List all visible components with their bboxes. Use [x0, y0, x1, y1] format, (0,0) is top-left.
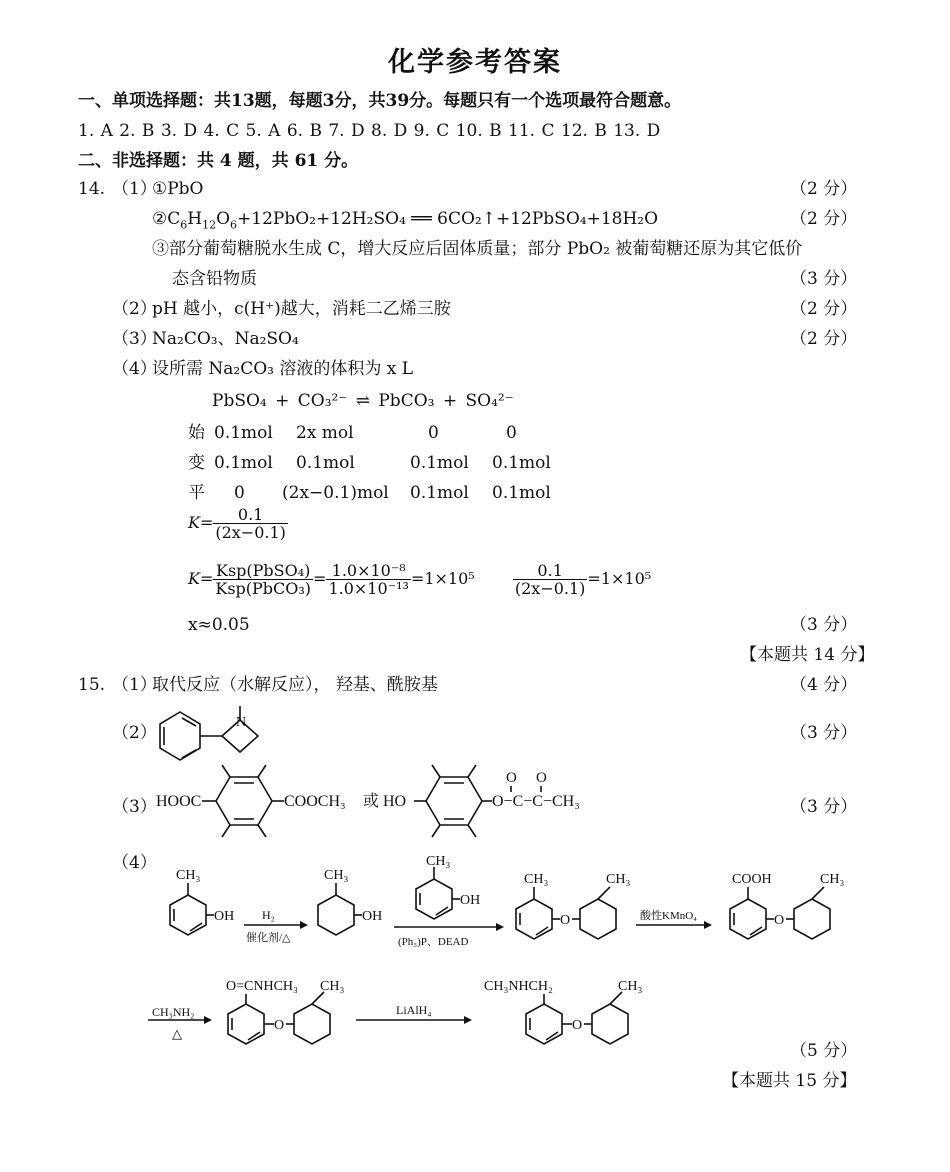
q14-p2-text: pH 越小，c(H⁺)越大，消耗二乙烯三胺 [152, 299, 451, 319]
svg-text:COOCH₃: COOCH₃ [284, 793, 346, 810]
q15-score-4: （5 分） [790, 1041, 858, 1061]
ice-row-eq-c2: (2x−0.1)mol [282, 483, 389, 503]
section-1-heading: 一、单项选择题：共13题，每题3分，共39分。每题只有一个选项最符合题意。 [78, 91, 682, 111]
q14-p2-label: （2） [112, 299, 157, 319]
svg-text:CH₃NHCH₂: CH₃NHCH₂ [484, 979, 553, 994]
ice-row-start-c4: 0 [506, 423, 517, 443]
q15-p2-structure [150, 700, 280, 770]
svg-text:△: △ [172, 1026, 182, 1041]
q15-score-2: （3 分） [790, 723, 858, 743]
svg-text:CH₃: CH₃ [320, 979, 345, 994]
k-expression-1: K= $\frac{0.1}{(2x-0.1)}$ [188, 505, 286, 542]
q15-p3-label: （3） [112, 797, 157, 817]
svg-text:酸性KMnO₄: 酸性KMnO₄ [640, 910, 698, 922]
ice-row-change-c4: 0.1mol [492, 453, 551, 473]
q15-p3-structures [150, 762, 610, 842]
q14-p1-c-line1: ③部分葡萄糖脱水生成 C，增大反应后固体质量；部分 PbO₂ 被葡萄糖还原为其它低价 [152, 239, 803, 259]
ice-row-eq-c3: 0.1mol [410, 483, 469, 503]
q14-p3-text: Na₂CO₃、Na₂SO₄ [152, 329, 299, 349]
ice-row-eq-label: 平 [188, 483, 205, 503]
ice-row-change-c3: 0.1mol [410, 453, 469, 473]
ice-row-eq-c1: 0 [234, 483, 245, 503]
svg-text:(Ph₃)P、DEAD: (Ph₃)P、DEAD [398, 936, 469, 948]
q14-score-2: （2 分） [790, 209, 858, 229]
q14-score-1: （2 分） [790, 179, 858, 199]
q15-p4-scheme-row1 [140, 855, 870, 960]
page-title: 化学参考答案 [388, 47, 562, 78]
svg-text:HOOC: HOOC [156, 793, 202, 810]
svg-text:OH: OH [460, 893, 481, 908]
q14-p1-a: ①PbO [152, 179, 204, 199]
svg-text:O−C−C−CH₃: O−C−C−CH₃ [492, 793, 580, 810]
svg-text:N: N [236, 715, 247, 730]
q14-number: 14. [78, 179, 106, 199]
q14-score-6: （3 分） [790, 615, 858, 635]
ice-row-start-c3: 0 [428, 423, 439, 443]
q15-p2-label: （2） [112, 723, 157, 743]
svg-text:CH₃: CH₃ [618, 979, 643, 994]
q15-p1-text: 取代反应（水解反应）， 羟基、酰胺基 [152, 675, 438, 695]
svg-text:CH₃: CH₃ [426, 855, 451, 869]
q14-score-5: （2 分） [790, 329, 858, 349]
q14-score-3: （3 分） [790, 269, 858, 289]
q15-score-3: （3 分） [790, 797, 858, 817]
svg-text:O: O [560, 913, 571, 928]
svg-text:OH: OH [362, 909, 383, 924]
svg-text:H₂: H₂ [262, 908, 275, 922]
ice-row-change-c2: 0.1mol [296, 453, 355, 473]
svg-text:O: O [274, 1018, 285, 1033]
q15-total: 【本题共 15 分】 [722, 1071, 857, 1091]
q14-p4-text: 设所需 Na₂CO₃ 溶液的体积为 x L [152, 359, 414, 379]
ice-row-start-c2: 2x mol [296, 423, 354, 443]
q14-p1-label: （1） [112, 179, 157, 199]
svg-text:CH₃: CH₃ [820, 872, 845, 887]
section-1-answers: 1. A 2. B 3. D 4. C 5. A 6. B 7. D 8. D 9. C 10. B 11. C 12. B 13. D [78, 121, 661, 141]
q14-x-result: x≈0.05 [188, 615, 250, 635]
q15-p4-label: （4） [112, 853, 157, 873]
svg-text:CH₃: CH₃ [606, 872, 631, 887]
svg-text:O: O [506, 770, 517, 786]
q14-p4-label: （4） [112, 359, 157, 379]
svg-text:O: O [536, 770, 547, 786]
svg-text:CH₃NH₂: CH₃NH₂ [152, 1005, 195, 1019]
svg-text:CH₃: CH₃ [324, 868, 349, 883]
q14-p1-b: $②C_6H_{12}O_6+12PbO_2+12H_2SO_4$ ══ 6CO₂↑+12PbSO₄+18H₂O [152, 209, 659, 232]
q14-p1-c-line2: 态含铅物质 [172, 269, 257, 289]
q15-score-1: （4 分） [790, 675, 858, 695]
q14-score-4: （2 分） [790, 299, 858, 319]
ice-row-start-c1: 0.1mol [214, 423, 273, 443]
svg-text:O: O [572, 1018, 583, 1033]
svg-text:O=CNHCH₃: O=CNHCH₃ [226, 979, 298, 994]
q15-p1-label: （1） [112, 675, 157, 695]
svg-text:CH₃: CH₃ [176, 868, 201, 883]
k-expression-2: K= $\frac{\text{Ksp(PbSO₄)}}{\text{Ksp(PbCO₃)}}$ = $\frac{\text{1.0×10⁻⁸}}{\text{1.0×10⁻¹³}}$ =1×10⁵ $\frac{0.1}{(2x-0.1)}$ =1×10⁵ [188, 561, 652, 598]
svg-text:催化剂/△: 催化剂/△ [246, 932, 291, 944]
ice-row-change-c1: 0.1mol [214, 453, 273, 473]
ice-row-change-label: 变 [188, 453, 205, 473]
ice-row-start-label: 始 [188, 423, 205, 443]
svg-text:或 HO: 或 HO [363, 793, 407, 810]
svg-text:CH₃: CH₃ [524, 872, 549, 887]
q14-equilibrium-equation: PbSO₄ + CO₃²⁻ ⇌ PbCO₃ + SO₄²⁻ [212, 391, 514, 411]
svg-text:O: O [774, 913, 785, 928]
q14-p3-label: （3） [112, 329, 157, 349]
svg-text:LiAlH₄: LiAlH₄ [396, 1003, 432, 1017]
q15-number: 15. [78, 675, 106, 695]
q15-p4-scheme-row2 [140, 972, 680, 1062]
q14-total: 【本题共 14 分】 [740, 645, 875, 665]
ice-row-eq-c4: 0.1mol [492, 483, 551, 503]
svg-text:OH: OH [214, 909, 235, 924]
svg-text:COOH: COOH [732, 872, 772, 887]
section-2-heading: 二、非选择题：共 4 题，共 61 分。 [78, 151, 359, 171]
